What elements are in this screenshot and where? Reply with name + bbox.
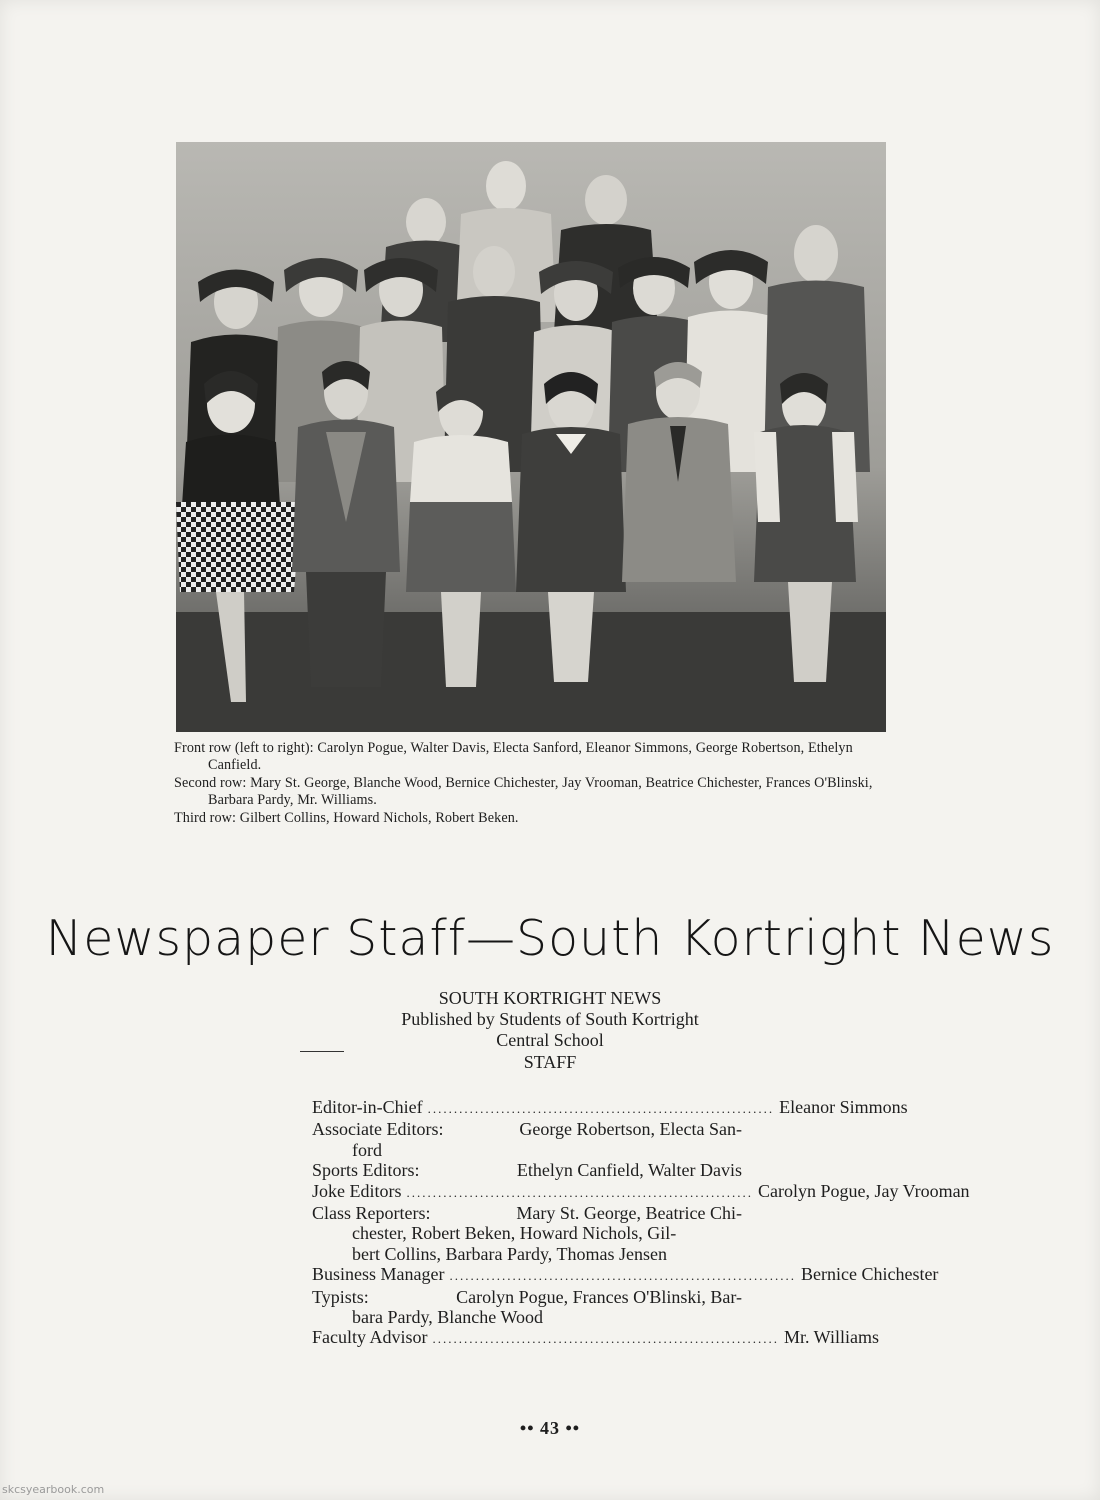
staff-row-sports bbox=[312, 1160, 742, 1180]
typists-continuation: bara Pardy, Blanche Wood bbox=[352, 1307, 543, 1328]
watermark: skcsyearbook.com bbox=[2, 1483, 105, 1496]
joke-label: Joke Editors bbox=[312, 1180, 402, 1201]
group-photo-illustration bbox=[176, 142, 886, 732]
business-label: Business Manager bbox=[312, 1264, 445, 1285]
dot-leader: .................................................................. bbox=[427, 1101, 775, 1116]
sports-label: Sports Editors: bbox=[312, 1160, 420, 1181]
dot-leader: .................................................................. bbox=[406, 1184, 753, 1200]
group-photo bbox=[176, 142, 886, 732]
page-headline: Newspaper Staff—South Kortright News bbox=[45, 910, 1055, 967]
staff-row-editor bbox=[312, 1097, 908, 1119]
masthead bbox=[300, 988, 800, 1073]
faculty-value: Mr. Williams bbox=[784, 1327, 879, 1348]
joke-value: Carolyn Pogue, Jay Vrooman bbox=[758, 1180, 970, 1201]
business-value: Bernice Chichester bbox=[800, 1264, 939, 1285]
dot-leader: .................................................................. bbox=[449, 1268, 796, 1284]
caption-front-row: Front row (left to right): Carolyn Pogue, Walter Davis, Electa Sanford, Eleanor Simmons, George Robertson, Ethelyn Canfield. bbox=[174, 740, 853, 773]
dot-leader: .................................................................. bbox=[432, 1331, 779, 1347]
sports-value: Ethelyn Canfield, Walter Davis bbox=[516, 1160, 742, 1181]
masthead-name: SOUTH KORTRIGHT NEWS bbox=[438, 988, 662, 1008]
staff-row-faculty bbox=[312, 1327, 879, 1349]
staff-row-associate bbox=[312, 1119, 742, 1139]
staff-row-typists bbox=[312, 1287, 742, 1307]
class-reporters-continuation-2: bert Collins, Barbara Pardy, Thomas Jensen bbox=[352, 1243, 667, 1264]
associate-label: Associate Editors: bbox=[312, 1119, 444, 1140]
caption-second-row: Second row: Mary St. George, Blanche Wood, Bernice Chichester, Jay Vrooman, Beatrice Chichester, Frances O'Blinski, Barbara Pardy, Mr. Williams. bbox=[174, 775, 873, 808]
associate-value: George Robertson, Electa San- bbox=[519, 1119, 742, 1140]
staff-row-class-reporters bbox=[312, 1203, 742, 1223]
class-reporters-value: Mary St. George, Beatrice Chi- bbox=[516, 1203, 742, 1224]
photo-caption bbox=[174, 740, 888, 828]
editor-value: Eleanor Simmons bbox=[779, 1097, 908, 1117]
class-reporters-continuation-1: chester, Robert Beken, Howard Nichols, Gil- bbox=[352, 1223, 677, 1244]
staff-heading: STAFF bbox=[523, 1052, 577, 1072]
masthead-line-1: Published by Students of South Kortright bbox=[401, 1009, 699, 1029]
staff-list bbox=[312, 1097, 970, 1350]
faculty-label: Faculty Advisor bbox=[312, 1327, 428, 1348]
staff-row-business bbox=[312, 1264, 939, 1286]
typists-value: Carolyn Pogue, Frances O'Blinski, Bar- bbox=[456, 1286, 742, 1307]
page-number: •• 43 •• bbox=[519, 1418, 581, 1438]
typists-label: Typists: bbox=[312, 1286, 369, 1307]
caption-third-row: Third row: Gilbert Collins, Howard Nichols, Robert Beken. bbox=[174, 810, 519, 826]
editor-label: Editor-in-Chief bbox=[312, 1097, 423, 1117]
class-reporters-label: Class Reporters: bbox=[312, 1203, 431, 1224]
associate-continuation: ford bbox=[352, 1139, 382, 1160]
staff-row-joke bbox=[312, 1180, 970, 1203]
masthead-line-2: Central School bbox=[496, 1030, 604, 1050]
